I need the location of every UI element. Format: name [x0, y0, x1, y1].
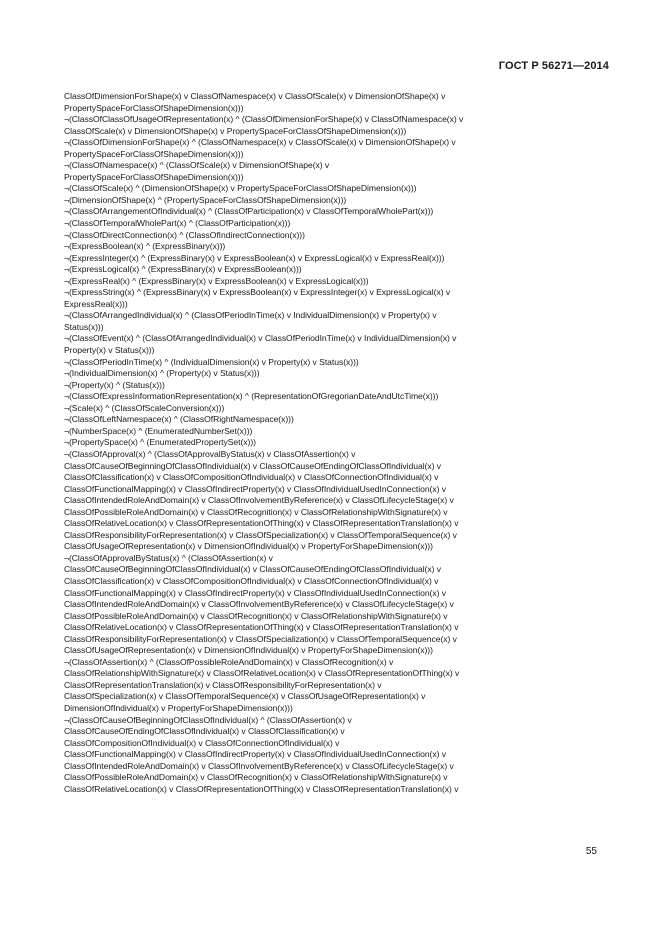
text-line: ClassOfScale(x) v DimensionOfShape(x) v PropertySpaceForClassOfShapeDimension(x))): [64, 125, 407, 136]
text-line: ¬(ClassOfLeftNamespace(x) ^ (ClassOfRightNamespace(x))): [64, 414, 294, 425]
text-line: ¬(ClassOfNamespace(x) ^ (ClassOfScale(x) v DimensionOfShape(x) v: [64, 160, 330, 171]
text-line: ¬(ClassOfScale(x) ^ (DimensionOfShape(x) v PropertySpaceForClassOfShapeDimension(x))): [64, 183, 417, 194]
text-line: ClassOfPossibleRoleAndDomain(x) v ClassOfRecognition(x) v ClassOfRelationshipWithSignature(x) v: [64, 506, 448, 517]
text-line: ¬(ExpressInteger(x) ^ (ExpressBinary(x) v ExpressBoolean(x) v ExpressLogical(x) v ExpressReal(x))): [64, 252, 445, 263]
text-line: ¬(NumberSpace(x) ^ (EnumeratedNumberSet(x))): [64, 425, 253, 436]
text-line: ¬(ExpressBoolean(x) ^ (ExpressBinary(x))): [64, 241, 226, 252]
text-line: ¬(ClassOfClassOfUsageOfRepresentation(x) ^ (ClassOfDimensionForShape(x) v ClassOfNamespace(x) v: [64, 114, 464, 125]
text-line: ClassOfResponsibilityForRepresentation(x) v ClassOfSpecialization(x) v ClassOfTemporalSequence(x) v: [64, 633, 457, 644]
text-line: ¬(Property(x) ^ (Status(x))): [64, 379, 165, 390]
text-line: ClassOfIntendedRoleAndDomain(x) v ClassOfInvolvementByReference(x) v ClassOfLifecycleStage(x) v: [64, 495, 454, 506]
text-line: Status(x))): [64, 321, 104, 332]
text-line: ClassOfRelativeLocation(x) v ClassOfRepresentationOfThing(x) v ClassOfRepresentationTranslation(x) v: [64, 622, 459, 633]
text-line: ClassOfDimensionForShape(x) v ClassOfNamespace(x) v ClassOfScale(x) v DimensionOfShape(x) v: [64, 91, 446, 101]
formula-text-block: [64, 91, 604, 795]
text-line: ClassOfPossibleRoleAndDomain(x) v ClassOfRecognition(x) v ClassOfRelationshipWithSignature(x) v: [64, 610, 448, 621]
text-line: PropertySpaceForClassOfShapeDimension(x))): [64, 148, 244, 159]
text-line: ClassOfCompositionOfIndividual(x) v ClassOfConnectionOfIndividual(x) v: [64, 737, 340, 748]
text-line: ClassOfFunctionalMapping(x) v ClassOfIndirectProperty(x) v ClassOfIndividualUsedInConnection(x) v: [64, 749, 447, 760]
text-line: ¬(ClassOfExpressInformationRepresentation(x) ^ (RepresentationOfGregorianDateAndUtcTime(x))): [64, 391, 439, 402]
text-line: ¬(Scale(x) ^ (ClassOfScaleConversion(x))): [64, 402, 225, 413]
text-line: ClassOfFunctionalMapping(x) v ClassOfIndirectProperty(x) v ClassOfIndividualUsedInConnection(x) v: [64, 587, 447, 598]
text-line: ¬(ClassOfApprovalByStatus(x) ^ (ClassOfAssertion(x) v: [64, 552, 273, 563]
text-line: ClassOfIntendedRoleAndDomain(x) v ClassOfInvolvementByReference(x) v ClassOfLifecycleStage(x) v: [64, 760, 454, 771]
text-line: ClassOfRelativeLocation(x) v ClassOfRepresentationOfThing(x) v ClassOfRepresentationTranslation(x) v: [64, 518, 459, 529]
text-line: ClassOfClassification(x) v ClassOfCompositionOfIndividual(x) v ClassOfConnectionOfIndividual(x) v: [64, 472, 439, 483]
text-line: ¬(IndividualDimension(x) ^ (Property(x) v Status(x))): [64, 368, 260, 379]
text-line: Property(x) v Status(x))): [64, 345, 155, 356]
text-line: ¬(ClassOfCauseOfBeginningOfClassOfIndividual(x) ^ (ClassOfAssertion(x) v: [64, 714, 352, 725]
text-line: ¬(ClassOfArrangementOfIndividual(x) ^ (ClassOfParticipation(x) v ClassOfTemporalWholePart(x))): [64, 206, 434, 217]
text-line: ClassOfFunctionalMapping(x) v ClassOfIndirectProperty(x) v ClassOfIndividualUsedInConnection(x) v: [64, 483, 447, 494]
text-line: ClassOfUsageOfRepresentation(x) v DimensionOfIndividual(x) v PropertyForShapeDimension(x))): [64, 541, 433, 552]
text-line: ¬(ExpressReal(x) ^ (ExpressBinary(x) v ExpressBoolean(x) v ExpressLogical(x))): [64, 275, 369, 286]
text-line: ¬(ClassOfApproval(x) ^ (ClassOfApprovalByStatus(x) v ClassOfAssertion(x) v: [64, 448, 356, 459]
standard-header: ГОСТ Р 56271—2014: [498, 60, 609, 72]
text-line: ExpressReal(x))): [64, 298, 128, 309]
text-line: ¬(ClassOfArrangedIndividual(x) ^ (ClassOfPeriodInTime(x) v IndividualDimension(x) v Property(x) v: [64, 310, 437, 321]
text-line: ClassOfCauseOfEndingOfClassOfIndividual(x) v ClassOfClassification(x) v: [64, 726, 345, 737]
text-line: ClassOfRepresentationTranslation(x) v ClassOfResponsibilityForRepresentation(x) v: [64, 679, 382, 690]
text-line: ClassOfSpecialization(x) v ClassOfTemporalSequence(x) v ClassOfUsageOfRepresentation(x) v: [64, 691, 426, 702]
text-line: ¬(ExpressLogical(x) ^ (ExpressBinary(x) v ExpressBoolean(x))): [64, 264, 302, 275]
text-line: ¬(ClassOfEvent(x) ^ (ClassOfArrangedIndividual(x) v ClassOfPeriodInTime(x) v IndividualDimension(x) v: [64, 333, 457, 344]
text-line: ClassOfIntendedRoleAndDomain(x) v ClassOfInvolvementByReference(x) v ClassOfLifecycleStage(x) v: [64, 599, 454, 610]
text-line: ¬(ClassOfPeriodInTime(x) ^ (IndividualDimension(x) v Property(x) v Status(x))): [64, 356, 359, 367]
text-line: DimensionOfIndividual(x) v PropertyForShapeDimension(x))): [64, 702, 293, 713]
text-line: ClassOfRelativeLocation(x) v ClassOfRepresentationOfThing(x) v ClassOfRepresentationTranslation(x) v: [64, 783, 459, 794]
text-line: PropertySpaceForClassOfShapeDimension(x))): [64, 171, 244, 182]
text-line: ClassOfUsageOfRepresentation(x) v DimensionOfIndividual(x) v PropertyForShapeDimension(x))): [64, 645, 433, 656]
text-line: ClassOfCauseOfBeginningOfClassOfIndividual(x) v ClassOfCauseOfEndingOfClassOfIndividual(x) v: [64, 460, 442, 471]
text-line: ClassOfClassification(x) v ClassOfCompositionOfIndividual(x) v ClassOfConnectionOfIndividual(x) v: [64, 575, 439, 586]
text-line: ¬(ClassOfDirectConnection(x) ^ (ClassOfIndirectConnection(x))): [64, 229, 305, 240]
text-line: ClassOfRelationshipWithSignature(x) v ClassOfRelativeLocation(x) v ClassOfRepresentationOfThing(x) v: [64, 668, 460, 679]
text-line: ¬(ExpressString(x) ^ (ExpressBinary(x) v ExpressBoolean(x) v ExpressInteger(x) v ExpressLogical(x) v: [64, 287, 451, 298]
text-line: ¬(PropertySpace(x) ^ (EnumeratedPropertySet(x))): [64, 437, 256, 448]
page-number: 55: [585, 846, 597, 857]
text-line: ¬(ClassOfTemporalWholePart(x) ^ (ClassOfParticipation(x))): [64, 218, 291, 229]
text-line: ClassOfResponsibilityForRepresentation(x) v ClassOfSpecialization(x) v ClassOfTemporalSequence(x) v: [64, 529, 457, 540]
text-line: ¬(ClassOfAssertion(x) ^ (ClassOfPossibleRoleAndDomain(x) v ClassOfRecognition(x) v: [64, 656, 394, 667]
text-line: ClassOfCauseOfBeginningOfClassOfIndividual(x) v ClassOfCauseOfEndingOfClassOfIndividual(x) v: [64, 564, 442, 575]
text-line: ¬(ClassOfDimensionForShape(x) ^ (ClassOfNamespace(x) v ClassOfScale(x) v DimensionOfShape(x) v: [64, 137, 456, 148]
text-line: PropertySpaceForClassOfShapeDimension(x))): [64, 102, 244, 113]
text-line: ClassOfPossibleRoleAndDomain(x) v ClassOfRecognition(x) v ClassOfRelationshipWithSignature(x) v: [64, 772, 448, 783]
text-line: ¬(DimensionOfShape(x) ^ (PropertySpaceForClassOfShapeDimension(x))): [64, 194, 347, 205]
